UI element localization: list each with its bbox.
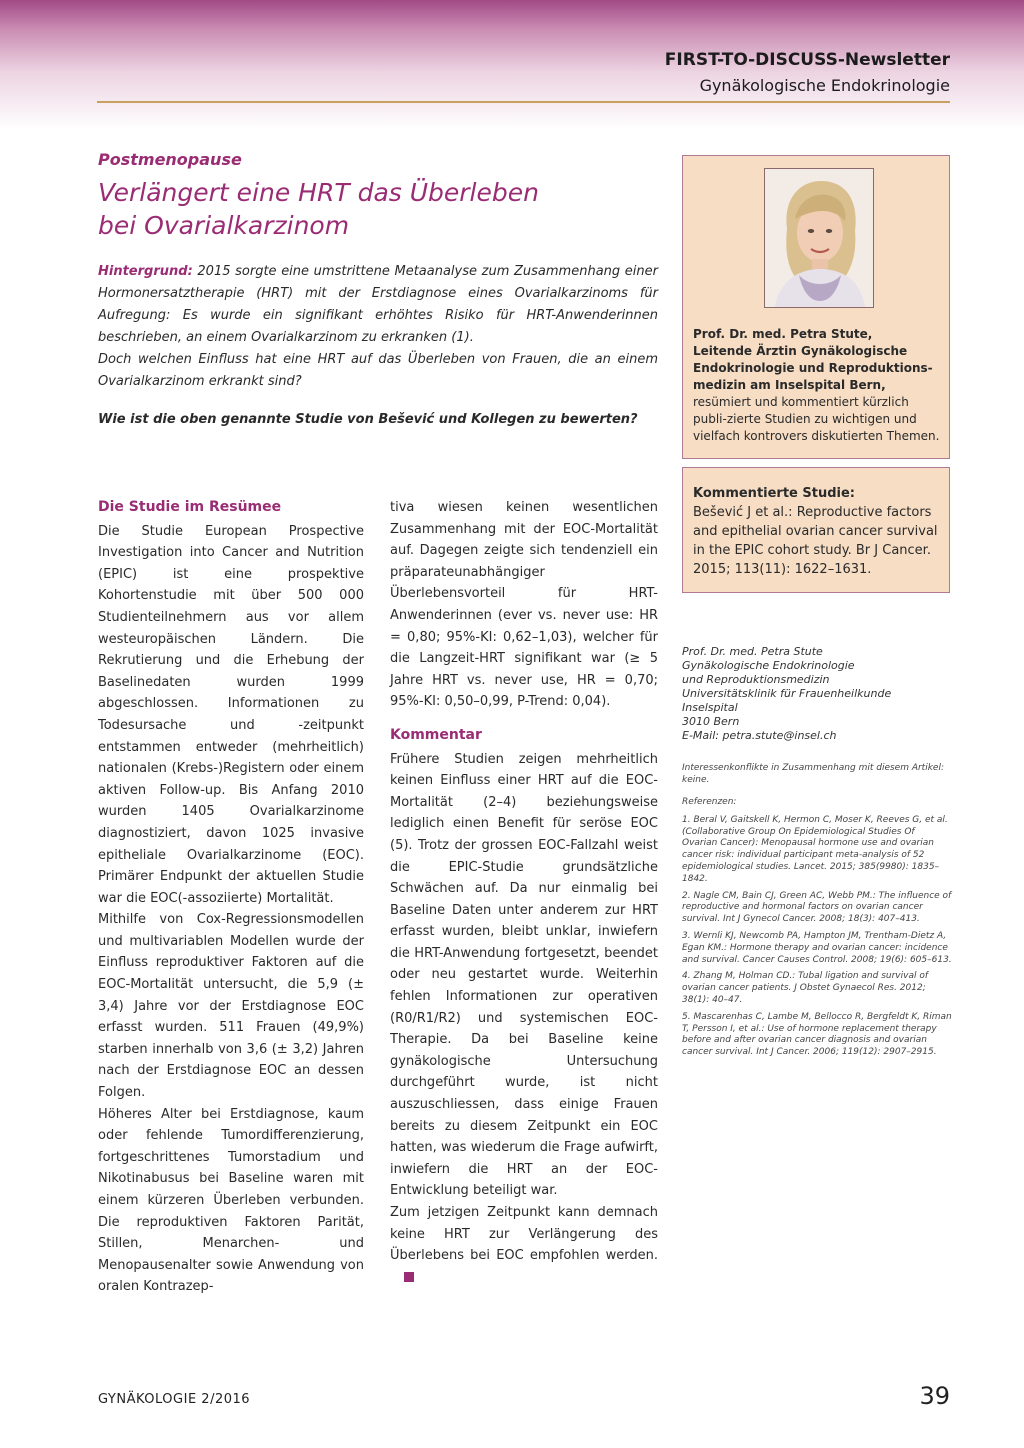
summary-paragraph-3: Höheres Alter bei Erstdiagnose, kaum oder fehlende Tumordifferenzierung, fortgeschrittenes Tumorstadium und Nikotinabusus bei Baseline waren mit einem kürzeren Überleben verbunden. Die reproduktiven Faktoren Parität, Stillen, Menarchen- und Menopausenalter sowie Anwendung von oralen Kontrazep- xyxy=(98,1106,364,1295)
reference-item: 3. Wernli KJ, Newcomb PA, Hampton JM, Trentham-Dietz A, Egan KM.: Hormone therapy and ovarian cancer: incidence and survival. Cancer Causes Control. 2008; 19(6): 605–613. xyxy=(682,930,952,965)
lead-paragraph-2: Doch welchen Einfluss hat eine HRT auf das Überleben von Frauen, die an einem Ovarialkarzinom erkrankt sind? xyxy=(98,352,658,389)
author-photo xyxy=(764,168,874,308)
address-line-3: Universitätsklinik für Frauenheilkunde xyxy=(682,687,892,700)
author-bio-text xyxy=(693,326,943,445)
comment-paragraph-1: Frühere Studien zeigen mehrheitlich keinen Einfluss einer HRT auf die EOC-Mortalität (2–4) beziehungsweise lediglich einen Benefit für seröse EOC (5). Trotz der grossen EOC-Fallzahl weist die EPIC-Studie grundsätzliche Schwächen auf. Da nur einmalig bei Baseline Daten unter anderem zur HRT erfasst wurden, bleibt unklar, inwiefern die HRT-Anwendung fortgesetzt, beendet oder neu gestartet wurde. Weiterhin fehlen Informationen zur operativen (R0/R1/R2) und systemischen EOC-Therapie. Da bei Baseline keine gynäkologische Untersuchung durchgeführt wurde, ist nicht auszuschliessen, dass einige Frauen bereits zu diesem Zeitpunkt ein EOC hatten, was wiederum die Frage aufwirft, inwiefern die HRT an der EOC-Entwicklung beteiligt war. xyxy=(390,751,658,1199)
address-line-4: Inselspital xyxy=(682,701,738,714)
lead-paragraph xyxy=(98,261,658,349)
address-name: Prof. Dr. med. Petra Stute xyxy=(682,645,823,658)
column-middle xyxy=(390,497,658,1288)
newsletter-title: FIRST-TO-DISCUSS-Newsletter xyxy=(664,50,950,70)
address-line-1: Gynäkologische Endokrinologie xyxy=(682,659,855,672)
reference-item: 2. Nagle CM, Bain CJ, Green AC, Webb PM.: The influence of reproductive and hormonal factors on ovarian cancer survival. Int J Gynecol Cancer. 2008; 18(3): 407–413. xyxy=(682,890,952,925)
footer-journal: GYNÄKOLOGIE 2/2016 xyxy=(98,1392,251,1407)
author-address xyxy=(682,645,952,743)
address-email: E-Mail: petra.stute@insel.ch xyxy=(682,729,837,742)
lead-label: Hintergrund: xyxy=(98,264,193,279)
comment-paragraph-2 xyxy=(390,1202,658,1288)
author-bio-box xyxy=(682,155,950,459)
reference-item: 4. Zhang M, Holman CD.: Tubal ligation and survival of ovarian cancer patients. J Obstet Gynaecol Res. 2012; 38(1): 40–47. xyxy=(682,971,928,1005)
address-line-2: und Reproduktionsmedizin xyxy=(682,673,830,686)
summary-paragraph-1: Die Studie European Prospective Investigation into Cancer and Nutrition (EPIC) ist eine prospektive Kohortenstudie mit über 500 000 Studienteilnehmern aus vor allem westeuropäischen Ländern. Die Rekrutierung und die Erhebung der Baselinedaten wurden 1999 abgeschlossen. Informationen zu Todesursache und -zeitpunkt entstammen entweder (mehrheitlich) nationalen (Krebs-)Registern oder einem aktiven Follow-up. Bis Anfang 2010 wurden 1405 Ovarialkarzinome diagnostiziert, davon 1025 invasive epitheliale Ovarialkarzinome (EOC). Primärer Endpunkt der aktuellen Studie war die EOC(-assoziierte) Mortalität. xyxy=(98,523,364,906)
end-mark-icon xyxy=(404,1272,414,1282)
headline-line-1: Verlängert eine HRT das Überleben xyxy=(98,178,539,207)
reference-item: 5. Mascarenhas C, Lambe M, Bellocco R, Bergfeldt K, Riman T, Persson I, et al.: Use of hormone replacement therapy before and after ovarian cancer diagnosis and ovarian cancer survival. Int J Cancer. 2006; 119(12): 2907–2915. xyxy=(682,1011,952,1058)
study-citation: Bešević J et al.: Reproductive factors and epithelial ovarian cancer survival in the EPIC cohort study. Br J Cancer. 2015; 113(11): 1622–1631. xyxy=(693,505,938,577)
summary-paragraph-4: tiva wiesen keinen wesentlichen Zusammenhang mit der EOC-Mortalität auf. Dagegen zeigte sich tendenziell ein präparateunabhängiger Überlebensvorteil für HRT-Anwenderinnen (ever vs. never use: HR = 0,80; 95%-KI: 0,62–1,03), welcher für die Langzeit-HRT signifikant war (≥ 5 Jahre HRT vs. never use, HR = 0,70; 95%-KI: 0,50–0,99, P-Trend: 0,04). xyxy=(390,500,658,710)
comment-paragraph-2-text: Zum jetzigen Zeitpunkt kann demnach keine HRT zur Verlängerung des Überlebens bei EOC empfohlen werden. xyxy=(390,1205,658,1264)
author-description: resümiert und kommentiert kürzlich publi-zierte Studien zu wichtigen und vielfach kontrovers diskutierten Themen. xyxy=(693,395,940,443)
address-line-5: 3010 Bern xyxy=(682,715,740,728)
article-headline xyxy=(98,176,638,242)
author-name: Prof. Dr. med. Petra Stute, xyxy=(693,327,873,341)
page-number: 39 xyxy=(919,1382,950,1410)
commented-study-box xyxy=(682,467,950,593)
references-heading: Referenzen: xyxy=(682,797,737,807)
conflict-of-interest: Interessenkonflikte in Zusammenhang mit diesem Artikel: keine. xyxy=(682,763,944,785)
column-left xyxy=(98,497,364,1298)
section-title-comment: Kommentar xyxy=(390,726,482,743)
portrait-illustration xyxy=(765,169,873,307)
section-title-summary: Die Studie im Resümee xyxy=(98,499,282,515)
newsletter-subtitle: Gynäkologische Endokrinologie xyxy=(699,76,950,95)
lead-question: Wie ist die oben genannte Studie von Bešević und Kollegen zu bewerten? xyxy=(98,412,638,427)
references xyxy=(682,797,952,1064)
reference-item: 1. Beral V, Gaitskell K, Hermon C, Moser K, Reeves G, et al. (Collaborative Group On Epidemiological Studies Of Ovarian Cancer): Menopausal hormone use and ovarian cancer risk: individual participant meta-analysis of 52 epidemiological studies. Lancet. 2015; 385(9980): 1835–1842. xyxy=(682,814,948,884)
author-role: Leitende Ärztin Gynäkologische Endokrinologie und Reproduktions-medizin am Inselspital Bern, xyxy=(693,344,933,392)
article-lead xyxy=(98,261,658,431)
article-kicker: Postmenopause xyxy=(98,150,242,169)
header-rule xyxy=(97,101,950,103)
lead-text: 2015 sorgte eine umstrittene Metaanalyse zum Zusammenhang einer Hormonersatztherapie (HRT) mit der Erstdiagnose eines Ovarialkarzinoms für Aufregung: Es wurde ein signifikant erhöhtes Risiko für HRT-Anwenderinnen beschrieben, an einem Ovarialkarzinom zu erkranken (1). xyxy=(98,264,658,345)
headline-line-2: bei Ovarialkarzinom xyxy=(98,211,350,240)
study-label: Kommentierte Studie: xyxy=(693,486,856,501)
summary-paragraph-2: Mithilfe von Cox-Regressionsmodellen und multivariablen Modellen wurde der Einfluss reproduktiver Faktoren auf die EOC-Mortalität untersucht, die 5,9 (± 3,4) Jahre vor der Erstdiagnose EOC erfasst wurden. 511 Frauen (49,9%) starben innerhalb von 3,6 (± 3,2) Jahren nach der Erstdiagnose EOC an dessen Folgen. xyxy=(98,912,364,1101)
